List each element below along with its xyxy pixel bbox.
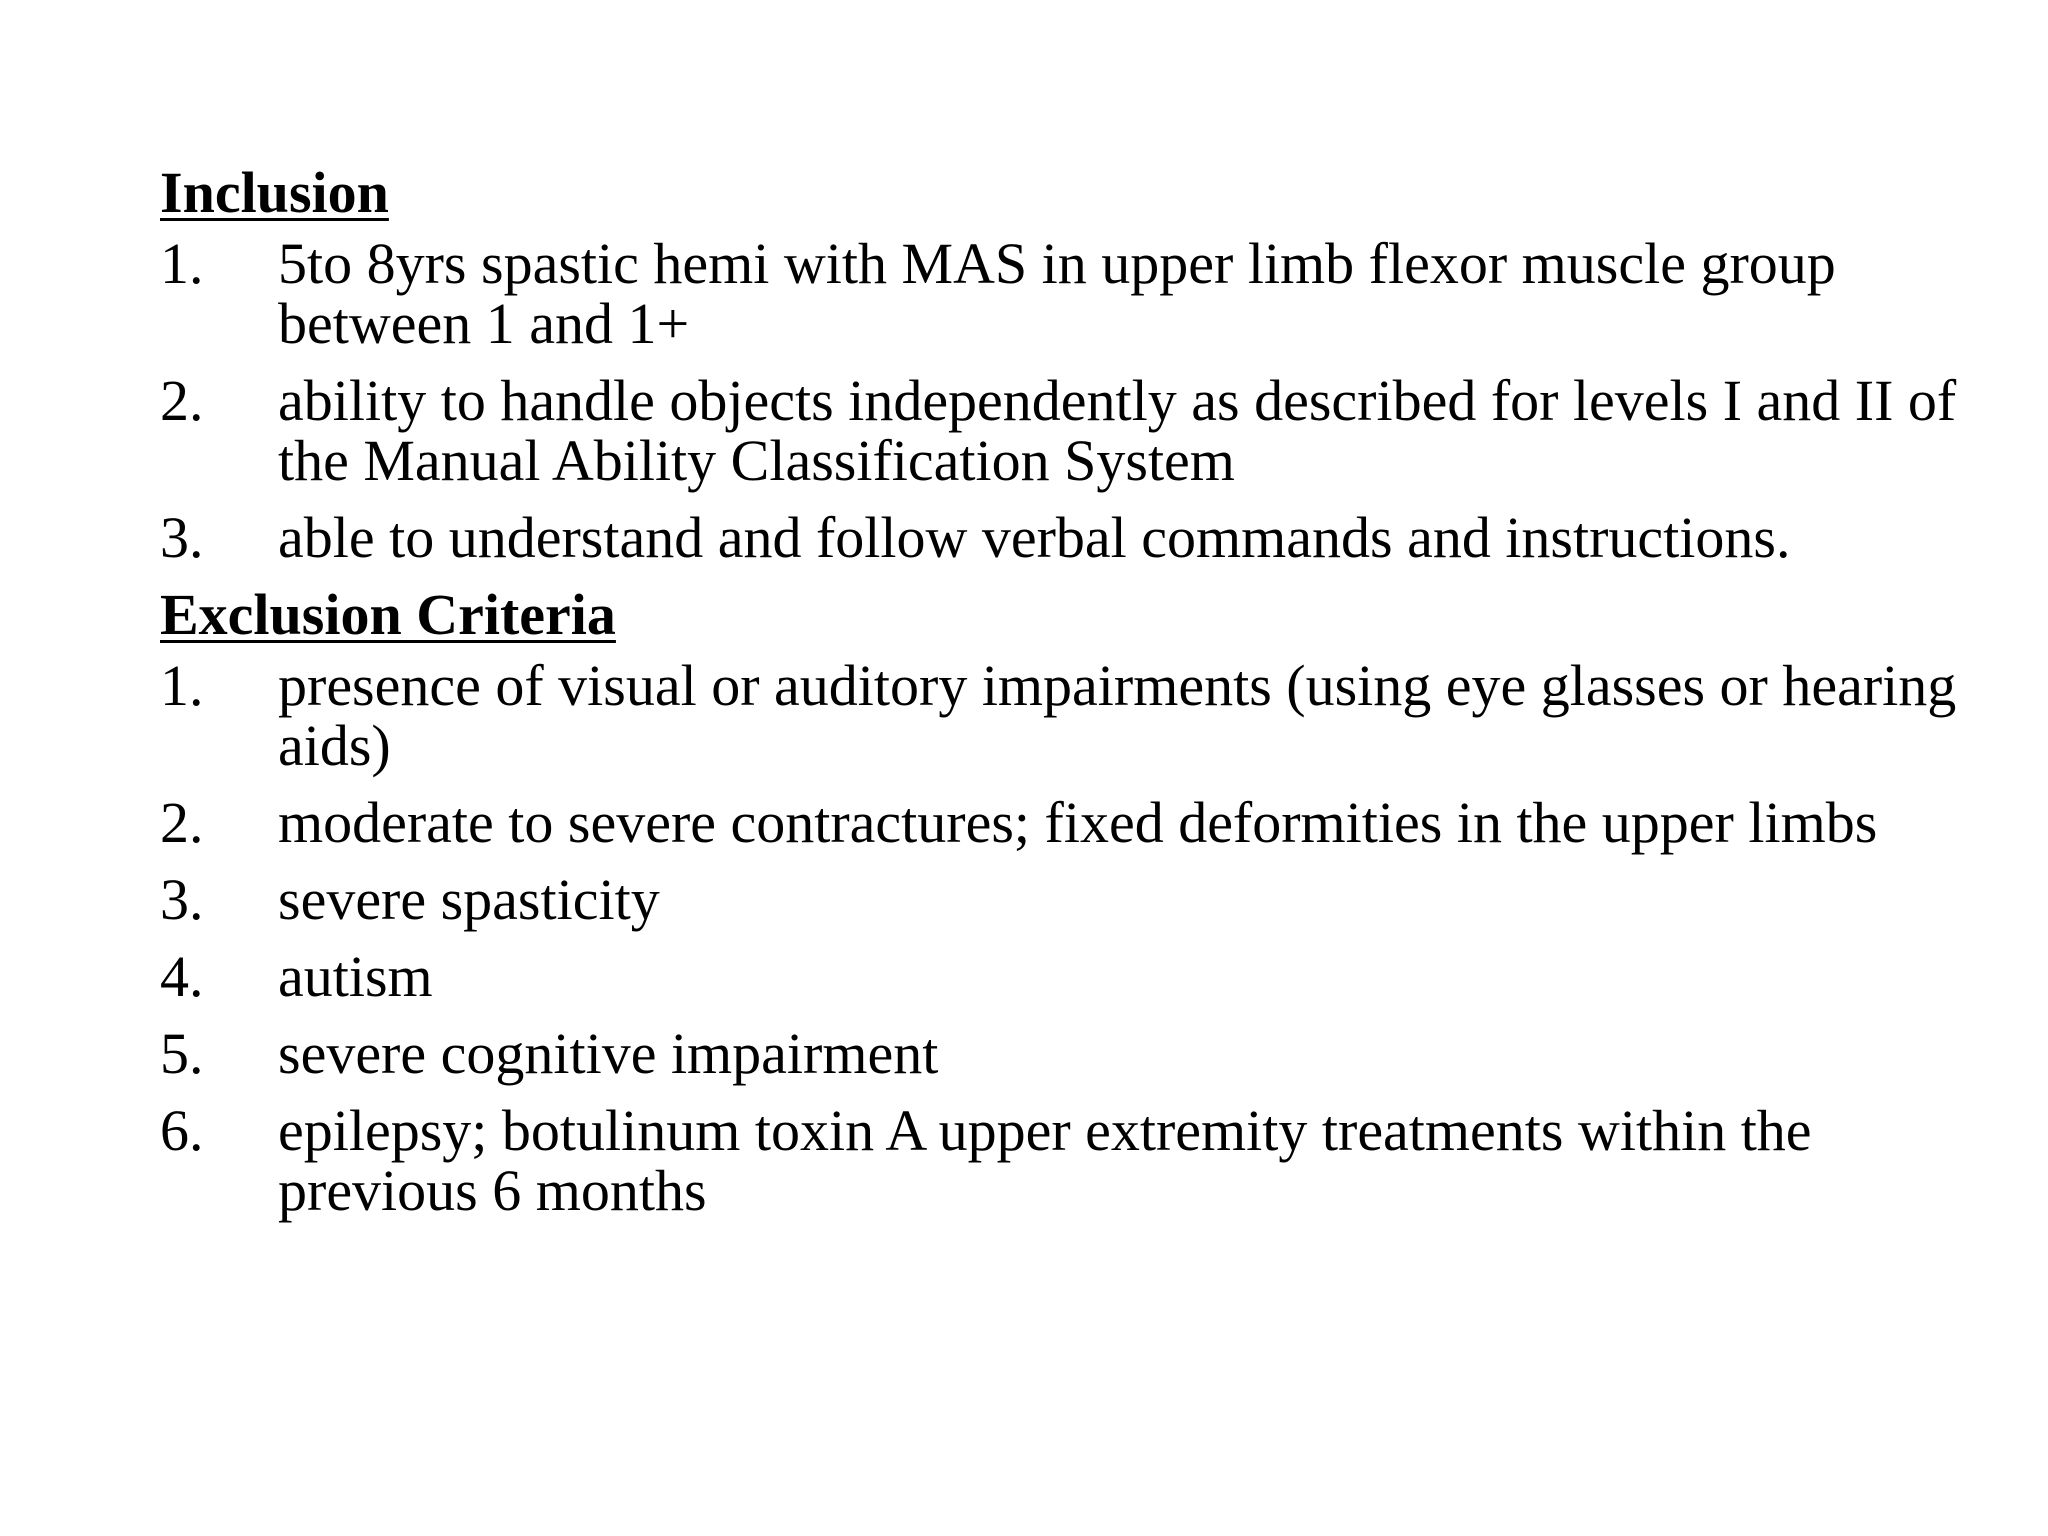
exclusion-heading: Exclusion Criteria (160, 582, 616, 647)
item-text: presence of visual or auditory impairments (using eye glasses or hearing aids) (278, 653, 1957, 778)
item-number: 6. (160, 1098, 204, 1163)
item-text: severe spasticity (278, 867, 660, 932)
inclusion-list (160, 231, 2000, 570)
inclusion-item (160, 231, 2000, 356)
inclusion-item (160, 505, 2000, 570)
exclusion-list (160, 653, 2000, 1223)
item-number: 2. (160, 368, 204, 433)
item-text: moderate to severe contractures; fixed deformities in the upper limbs (278, 790, 1878, 855)
item-text: 5to 8yrs spastic hemi with MAS in upper limb flexor muscle group between 1 and 1+ (278, 231, 1836, 356)
item-number: 1. (160, 231, 204, 296)
exclusion-item (160, 944, 2000, 1009)
item-number: 1. (160, 653, 204, 718)
exclusion-item (160, 653, 2000, 778)
item-number: 3. (160, 867, 204, 932)
item-text: epilepsy; botulinum toxin A upper extremity treatments within the previous 6 months (278, 1098, 1812, 1223)
item-text: autism (278, 944, 433, 1009)
item-text: ability to handle objects independently as described for levels I and II of the Manual Ability Classification System (278, 368, 1957, 493)
inclusion-item (160, 368, 2000, 493)
inclusion-heading: Inclusion (160, 160, 389, 225)
exclusion-item (160, 867, 2000, 932)
exclusion-item (160, 790, 2000, 855)
item-number: 4. (160, 944, 204, 1009)
item-text: able to understand and follow verbal commands and instructions. (278, 505, 1791, 570)
item-text: severe cognitive impairment (278, 1021, 939, 1086)
item-number: 2. (160, 790, 204, 855)
item-number: 3. (160, 505, 204, 570)
exclusion-item (160, 1021, 2000, 1086)
criteria-document (160, 162, 2000, 1221)
item-number: 5. (160, 1021, 204, 1086)
exclusion-item (160, 1098, 2000, 1223)
